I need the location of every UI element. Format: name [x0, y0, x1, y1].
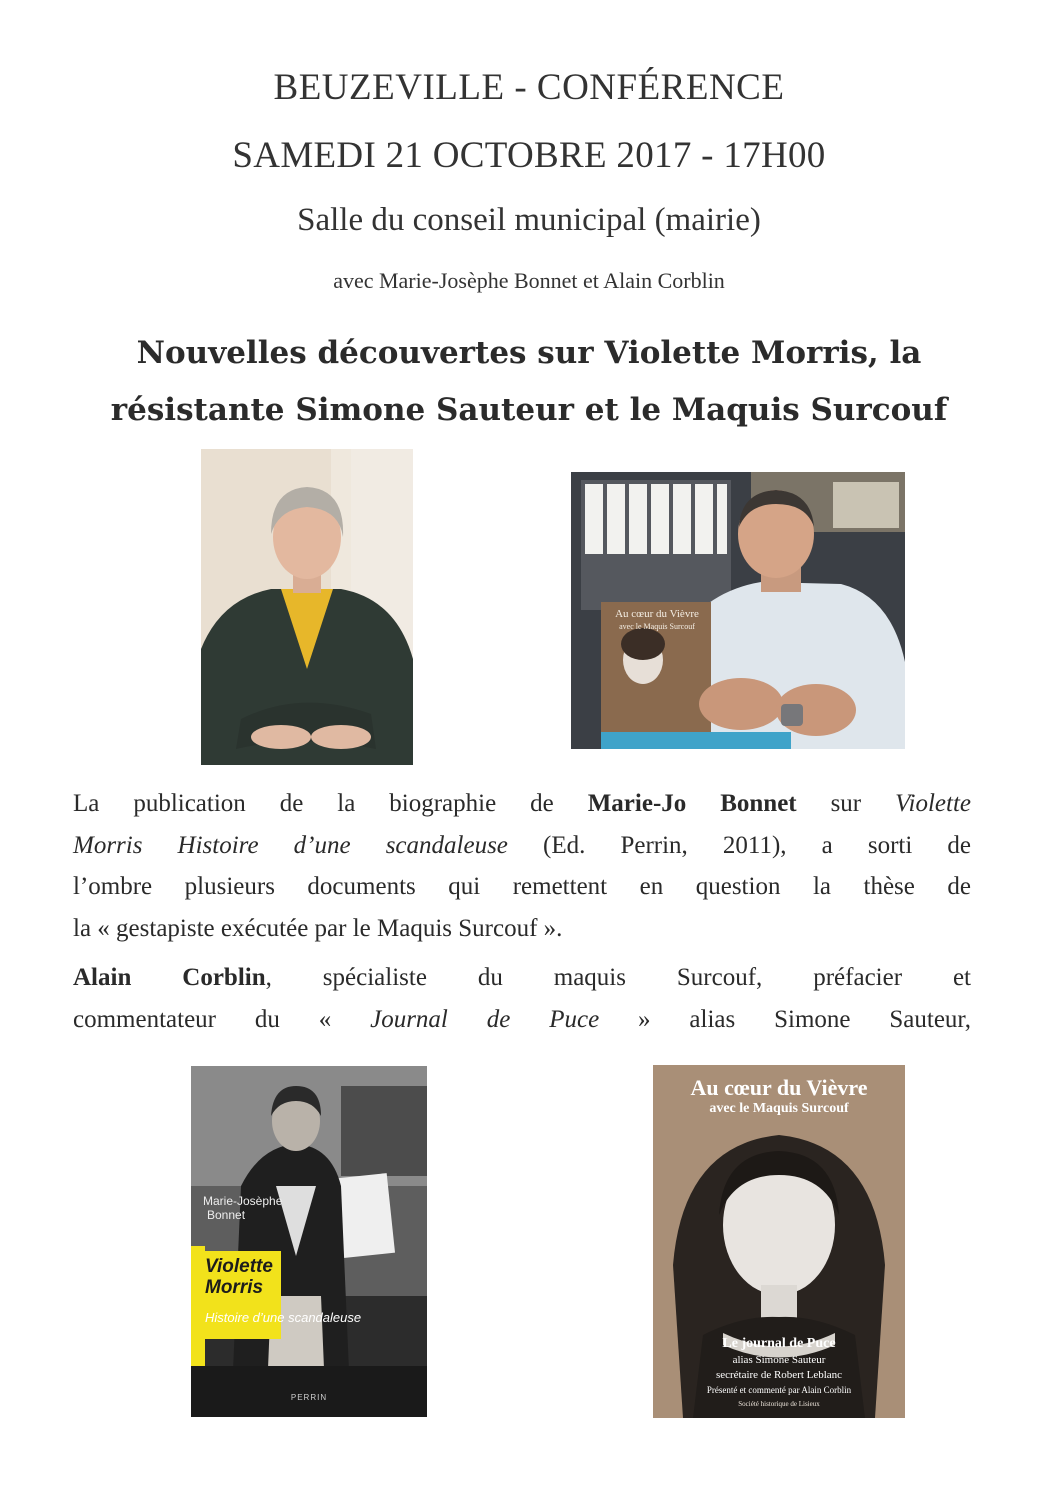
header-venue: Salle du conseil municipal (mairie) [297, 202, 761, 238]
cover2-line-1: Le journal de Puce [722, 1336, 836, 1351]
header-line-1: BEUZEVILLE - CONFÉRENCE [273, 67, 785, 108]
photo-book-title: Au cœur du Vièvre [615, 608, 699, 620]
paragraph-corblin: Alain Corblin, spécialiste du maquis Surcouf, préfacier et commentateur du « Journal de Puce » alias Simone Sauteur, [73, 964, 971, 1033]
title-line-1: Nouvelles découvertes sur Violette Morris, la [136, 335, 922, 371]
photo-alain-corblin [571, 472, 905, 749]
cover1-subtitle: Histoire d’une scandaleuse [205, 1310, 362, 1325]
cover1-author-first: Marie-Josèphe [203, 1194, 283, 1208]
cover2-line-2: alias Simone Sauteur [732, 1354, 826, 1366]
cover2-subtitle: avec le Maquis Surcouf [709, 1101, 849, 1116]
cover2-line-5: Société historique de Lisieux [738, 1400, 820, 1408]
cover2-line-3: secrétaire de Robert Leblanc [715, 1369, 843, 1381]
book-cover-violette-morris [191, 1066, 427, 1417]
book-cover-au-coeur-du-vievre [653, 1065, 905, 1418]
header-date-time: SAMEDI 21 OCTOBRE 2017 - 17H00 [232, 135, 826, 176]
paragraph-biography: La publication de la biographie de Marie-Jo Bonnet sur Violette Morris Histoire d’une scandaleuse (Ed. Perrin, 2011), a sorti de l’ombre plusieurs documents qui remettent en question la thèse de la « gestapiste exécutée par le Maquis Surcouf ». [73, 790, 971, 942]
book-title-ref: Morris Histoire d’une scandaleuse [73, 831, 508, 859]
cover1-title-2: Morris [205, 1277, 264, 1298]
speaker-name: Alain Corblin [73, 964, 266, 991]
cover1-publisher: PERRIN [290, 1393, 328, 1402]
cover1-author-last: Bonnet [207, 1208, 246, 1222]
photo-book-subtitle: avec le Maquis Surcouf [619, 622, 695, 631]
cover1-title-1: Violette [205, 1256, 273, 1277]
title-line-2: résistante Simone Sauteur et le Maquis Surcouf [110, 392, 948, 428]
cover2-title: Au cœur du Vièvre [690, 1075, 868, 1100]
author-name: Marie-Jo Bonnet [587, 790, 797, 817]
cover2-line-4: Présenté et commenté par Alain Corblin [706, 1385, 852, 1395]
photo-marie-josephe-bonnet [201, 449, 413, 765]
header-speakers: avec Marie-Josèphe Bonnet et Alain Corblin [333, 268, 725, 293]
